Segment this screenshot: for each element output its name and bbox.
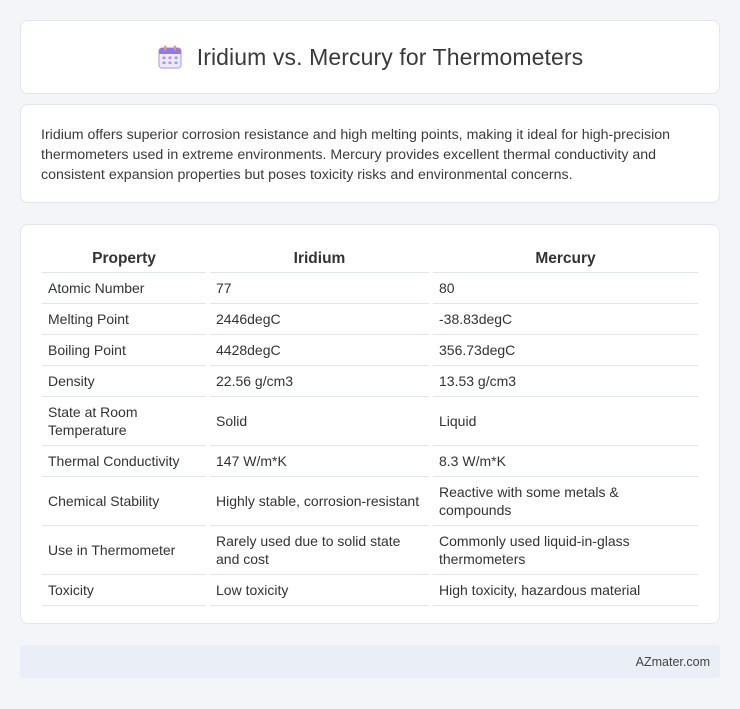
footer-brand[interactable]: AZmater.com [635, 654, 710, 669]
cell-mercury: 80 [433, 273, 698, 304]
table-row [42, 397, 698, 446]
cell-mercury: 13.53 g/cm3 [433, 366, 698, 397]
cell-mercury: Commonly used liquid-in-glass thermometers [433, 526, 698, 575]
header-property: Property [42, 244, 206, 273]
cell-iridium: 147 W/m*K [210, 446, 429, 477]
cell-property: Chemical Stability [42, 477, 206, 526]
table-row [42, 335, 698, 366]
cell-iridium: Low toxicity [210, 575, 429, 606]
cell-property: Thermal Conductivity [42, 446, 206, 477]
intro-text: Iridium offers superior corrosion resistance and high melting points, making it ideal for high-precision thermometers used in extreme environments. Mercury provides excellent thermal conductivity and consistent expansion properties but poses toxicity risks and environmental concerns. [41, 127, 671, 183]
cell-iridium: 77 [210, 273, 429, 304]
cell-property: State at Room Temperature [42, 397, 206, 446]
cell-iridium: Solid [210, 397, 429, 446]
table-row [42, 526, 698, 575]
cell-property: Toxicity [42, 575, 206, 606]
table-row [42, 304, 698, 335]
cell-iridium: 22.56 g/cm3 [210, 366, 429, 397]
table-row [42, 575, 698, 606]
cell-mercury: -38.83degC [433, 304, 698, 335]
intro-card [20, 104, 720, 203]
comparison-table [38, 244, 702, 606]
cell-iridium: Highly stable, corrosion-resistant [210, 477, 429, 526]
header-iridium: Iridium [210, 244, 429, 273]
cell-iridium: Rarely used due to solid state and cost [210, 526, 429, 575]
comparison-table-card [20, 224, 720, 624]
cell-mercury: 356.73degC [433, 335, 698, 366]
footer [20, 645, 720, 678]
cell-property: Atomic Number [42, 273, 206, 304]
cell-property: Melting Point [42, 304, 206, 335]
cell-property: Boiling Point [42, 335, 206, 366]
table-row [42, 273, 698, 304]
cell-mercury: Liquid [433, 397, 698, 446]
cell-mercury: Reactive with some metals & compounds [433, 477, 698, 526]
cell-iridium: 4428degC [210, 335, 429, 366]
cell-property: Use in Thermometer [42, 526, 206, 575]
cell-iridium: 2446degC [210, 304, 429, 335]
page-title: Iridium vs. Mercury for Thermometers [196, 43, 584, 70]
calendar-icon [157, 44, 183, 70]
table-header-row [42, 244, 698, 273]
table-row [42, 477, 698, 526]
cell-mercury: High toxicity, hazardous material [433, 575, 698, 606]
table-row [42, 366, 698, 397]
header-card [20, 20, 720, 94]
cell-property: Density [42, 366, 206, 397]
table-row [42, 446, 698, 477]
cell-mercury: 8.3 W/m*K [433, 446, 698, 477]
header-mercury: Mercury [433, 244, 698, 273]
